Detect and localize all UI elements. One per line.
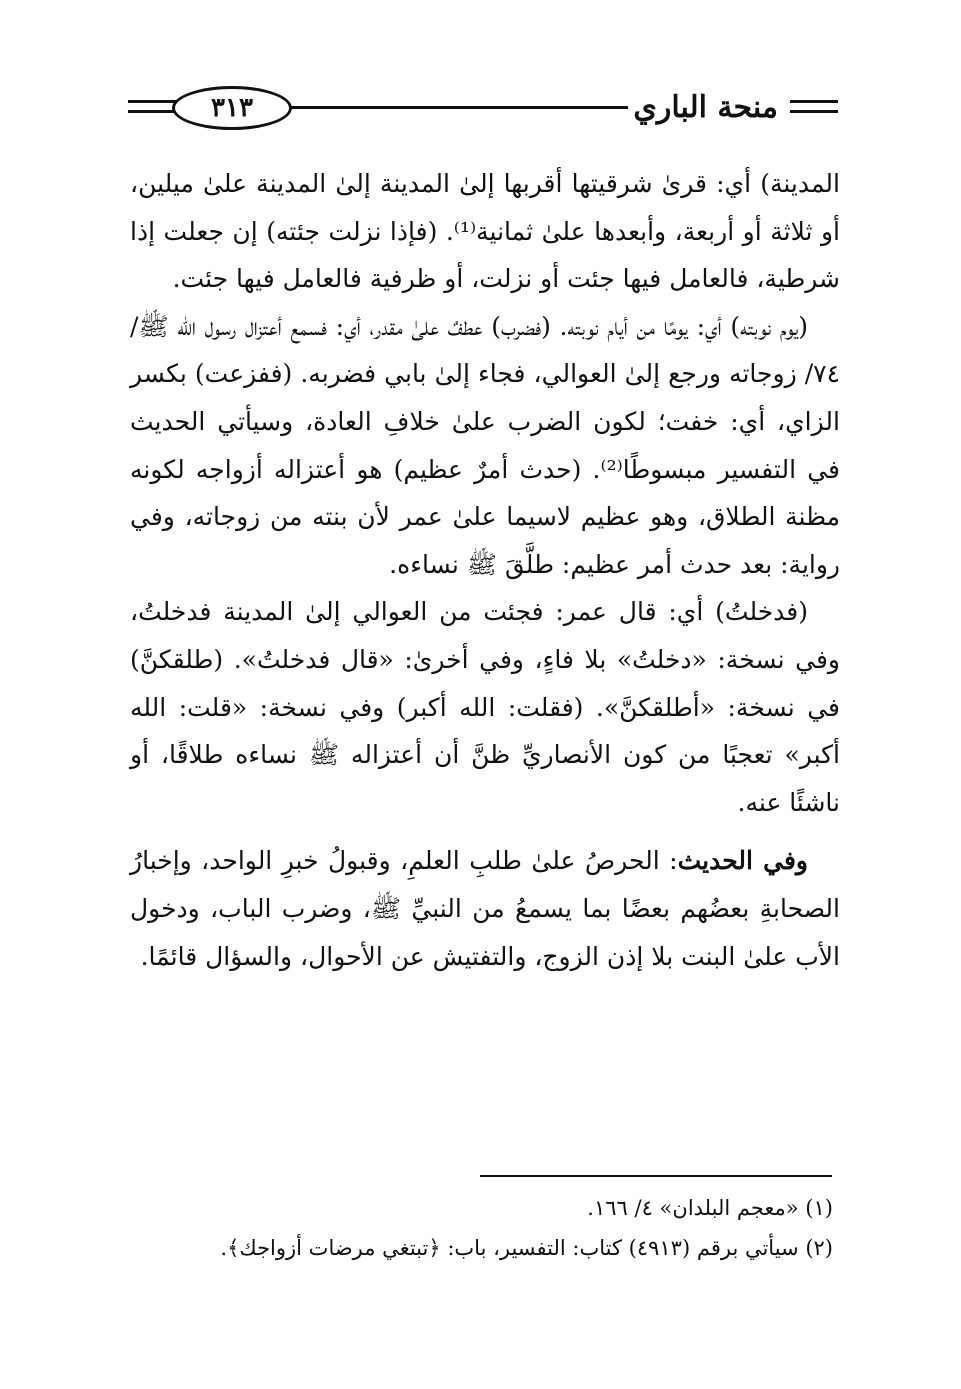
header-rule-left (128, 100, 176, 103)
header-rule-right-lower (790, 110, 838, 113)
page-number: ٣١٣ (211, 93, 253, 123)
paragraph-2: (يوم نوبته) أي: يومًا من أيام نوبته. (فضرب) عطفٌ علىٰ مقدر، أي: فسمع أعتزال رسول الله ﷺ/ ٧٤/ زوجاته ورجع إلىٰ العوالي، فجاء إلىٰ بابي فضربه. (ففزعت) بكسر الزاي، أي: خفت؛ لكون الضرب علىٰ خلافِ العادة، وسيأتي الحديث في التفسير مبسوطًا⁽²⁾. (حدث أمرٌ عظيم) هو أعتزاله أزواجه لكونه مظنة الطلاق، وهو عظيم لاسيما علىٰ عمر لأن بنته من زوجاته، وفي رواية: بعد حدث أمر عظيم: طلَّقَ ﷺ نساءه. (130, 311, 840, 579)
header-rule-center (288, 106, 628, 109)
paragraph-4-text: : الحرصُ علىٰ طلبِ العلمِ، وقبولُ خبرِ الواحد، وإخبارُ الصحابةِ بعضُهم بعضًا بما يسمعُ من النبيِّ ﷺ، وضرب الباب، ودخول الأب علىٰ البنت بلا إذن الزوج، والتفتيش عن الأحوال، والسؤال قائمًا. (130, 846, 840, 971)
paragraph-4-lead: وفي الحديث (677, 846, 808, 876)
paragraph-1: المدينة) أي: قرىٰ شرقيتها أقربها إلىٰ المدينة إلىٰ المدينة علىٰ ميلين، أو ثلاثة أو أربعة، وأبعدها علىٰ ثمانية⁽¹⁾. (فإذا نزلت جئته) إن جعلت إذا شرطية، فالعامل فيها جئت أو نزلت، أو ظرفية فالعامل فيها جئت. (130, 169, 841, 294)
header-rule-right (790, 100, 838, 103)
footnote-1: (١) «معجم البلدان» ٤/ ١٦٦. (587, 1196, 833, 1220)
footnotes (100, 1188, 833, 1268)
body-text (130, 160, 840, 980)
footnote-separator (480, 1175, 832, 1177)
page-header (128, 84, 838, 134)
header-rule-left-lower (128, 110, 176, 113)
footnote-2: (٢) سيأتي برقم (٤٩١٣) كتاب: التفسير، باب: ﴿تبتغي مرضات أزواجك﴾. (220, 1236, 833, 1260)
paragraph-3: (فدخلتُ) أي: قال عمر: فجئت من العوالي إلىٰ المدينة فدخلتُ، وفي نسخة: «دخلتُ» بلا فاءٍ، وفي أخرىٰ: «قال فدخلتُ». (طلقكنَّ) في نسخة: «أطلقكنَّ». (فقلت: الله أكبر) وفي نسخة: «قلت: الله أكبر» تعجبًا من كون الأنصاريِّ ظنَّ أن أعتزاله ﷺ نساءه طلاقًا، أو ناشئًا عنه. (130, 597, 840, 817)
page-number-badge (172, 86, 292, 130)
paragraph-4 (130, 837, 840, 980)
running-title: منحة الباري (633, 90, 778, 125)
